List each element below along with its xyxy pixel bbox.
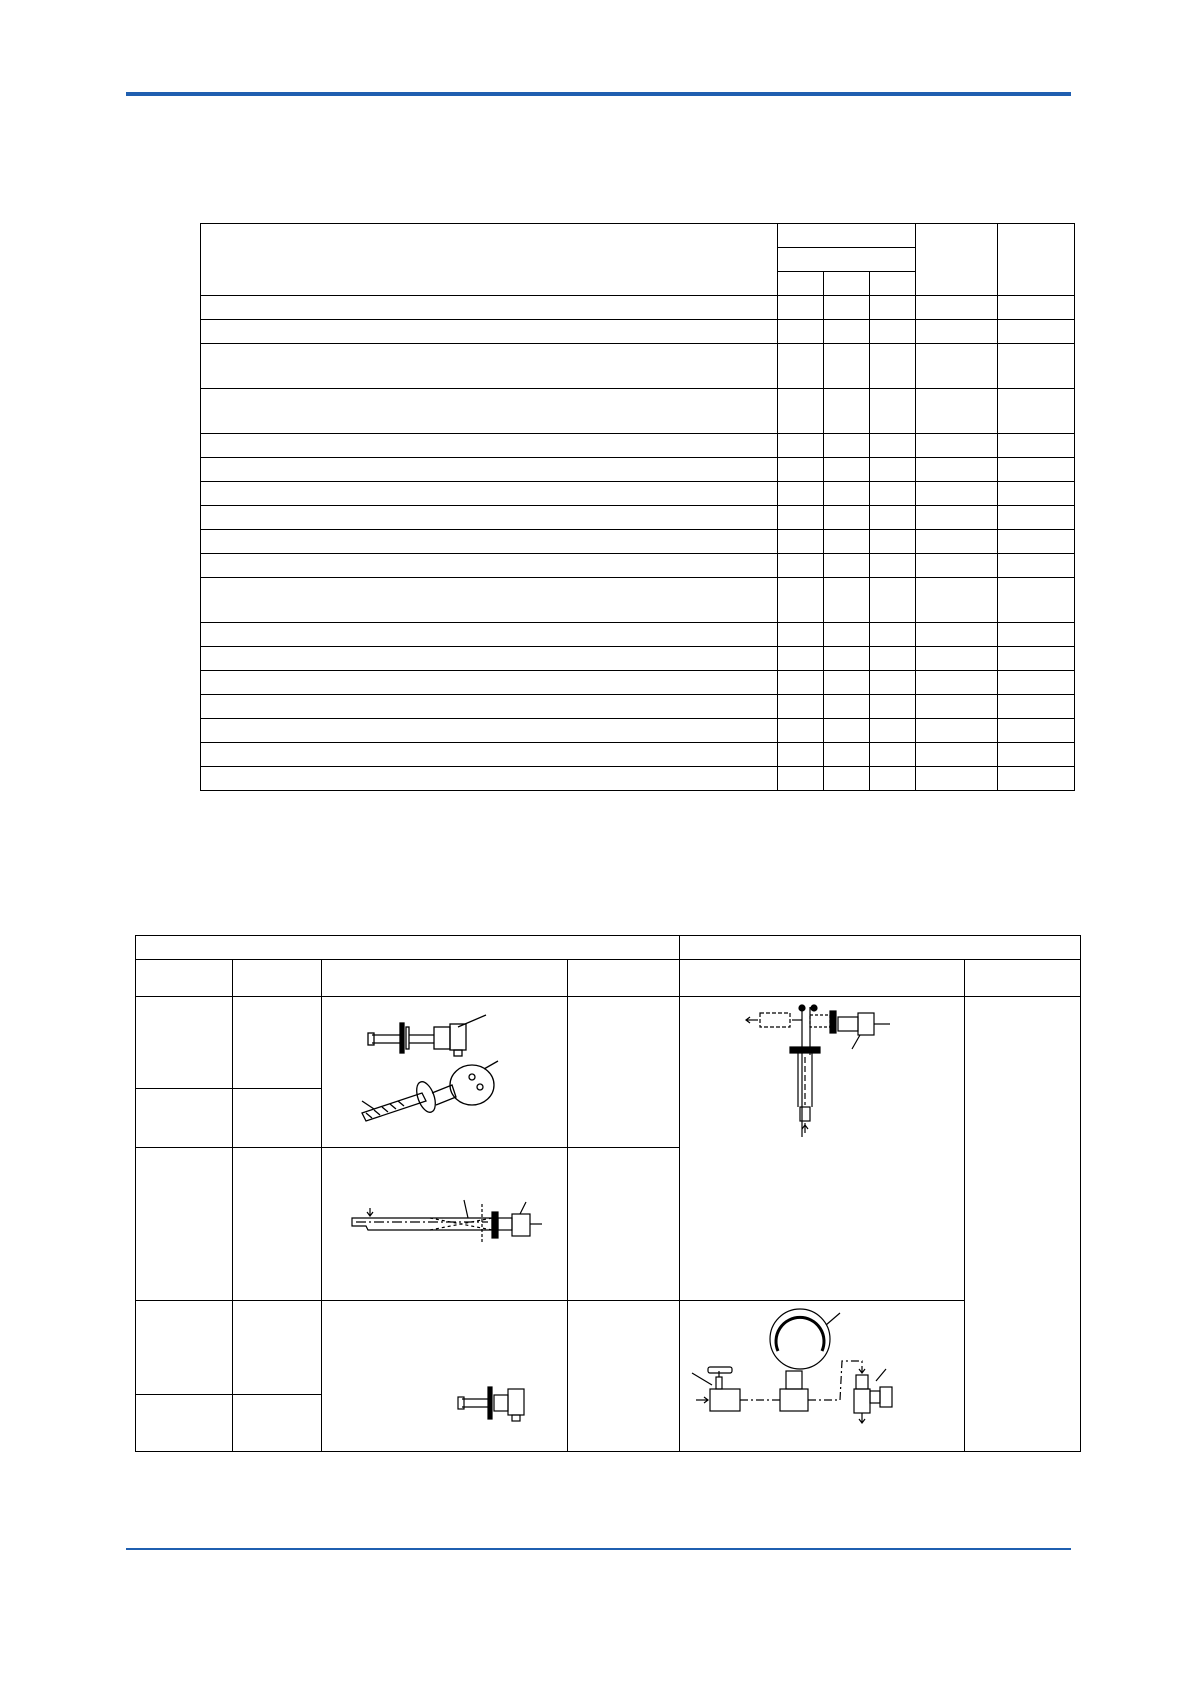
header-description — [201, 224, 778, 296]
header-col-4 — [568, 960, 680, 997]
table-row — [136, 1301, 1081, 1395]
parts-table — [200, 223, 1075, 791]
sampling-assembly-icon — [680, 997, 965, 1147]
header-col-3 — [322, 960, 568, 997]
header-right-group — [680, 936, 1081, 960]
table-row — [201, 344, 1075, 389]
header-subgroup — [778, 248, 916, 272]
table-row — [201, 530, 1075, 554]
table-row — [201, 296, 1075, 320]
header-sub-1 — [778, 272, 824, 296]
header-sub-3 — [870, 272, 916, 296]
table-row — [201, 506, 1075, 530]
table-row — [201, 458, 1075, 482]
probe-with-flange-icon — [322, 997, 568, 1147]
table-row — [201, 482, 1075, 506]
header-col-1 — [136, 960, 233, 997]
pressure-gauge-assembly-icon — [680, 1301, 965, 1451]
figure-cell-long-probe — [322, 1148, 568, 1301]
header-rule — [126, 92, 1071, 96]
table-row — [201, 623, 1075, 647]
table-row — [201, 578, 1075, 623]
figure-cell-probe — [322, 997, 568, 1148]
header-col-5 — [916, 224, 998, 296]
header-col-6 — [998, 224, 1075, 296]
figure-cell-short-probe — [322, 1301, 568, 1452]
table-header-row — [136, 960, 1081, 997]
footer-rule — [126, 1548, 1071, 1550]
header-col-5 — [680, 960, 965, 997]
long-probe-icon — [322, 1148, 568, 1300]
table-header-row — [136, 936, 1081, 960]
table-row — [201, 743, 1075, 767]
header-sub-2 — [824, 272, 870, 296]
short-probe-icon — [322, 1301, 568, 1451]
header-col-6 — [965, 960, 1081, 997]
table-row — [136, 997, 1081, 1089]
table-row — [201, 389, 1075, 434]
table-row — [201, 767, 1075, 791]
figure-cell-sampling — [680, 997, 965, 1301]
table-row — [201, 695, 1075, 719]
table-row — [201, 671, 1075, 695]
table-row — [201, 647, 1075, 671]
figure-cell-gauge — [680, 1301, 965, 1452]
figure-table — [135, 935, 1081, 1452]
table-header-row — [201, 224, 1075, 248]
table-row — [201, 434, 1075, 458]
table-row — [201, 320, 1075, 344]
header-left-group — [136, 936, 680, 960]
table-row — [201, 554, 1075, 578]
header-col-2 — [233, 960, 322, 997]
header-group — [778, 224, 916, 248]
table-row — [201, 719, 1075, 743]
